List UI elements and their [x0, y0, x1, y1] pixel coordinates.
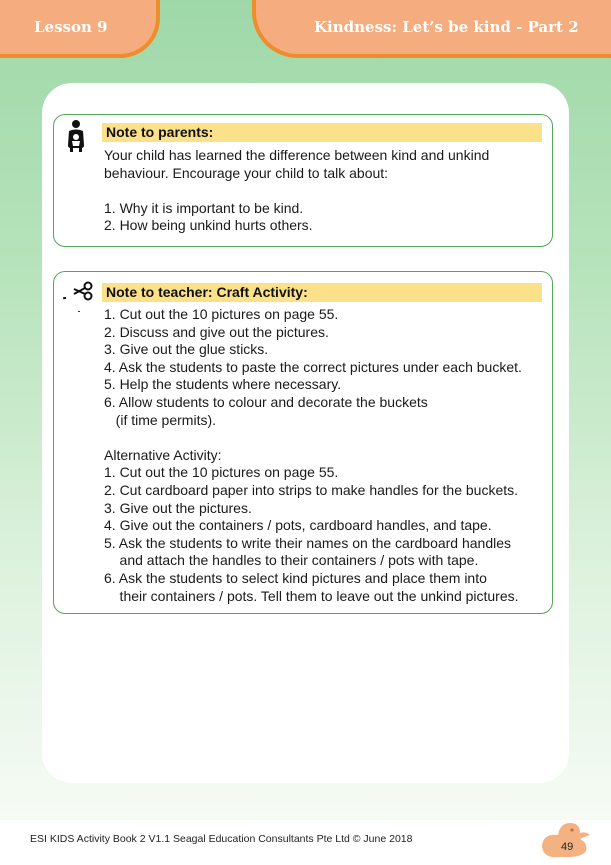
title-tab: [252, 0, 611, 58]
body-line: Your child has learned the difference between kind and unkind: [104, 147, 490, 163]
footer-copyright: ESI KIDS Activity Book 2 V1.1 Seagal Education Consultants Pte Ltd © June 2018: [30, 833, 413, 845]
body-line: behaviour. Encourage your child to talk about:: [104, 164, 389, 181]
lesson-label: Lesson 9: [34, 18, 108, 36]
scissors-icon: [62, 280, 96, 314]
body-line: 4. Ask the students to paste the correct pictures under each bucket.: [104, 358, 522, 375]
body-line: 4. Give out the containers / pots, cardboard handles, and tape.: [104, 517, 492, 534]
body-line: and attach the handles to their containers / pots with tape.: [104, 552, 479, 569]
body-line: [104, 182, 544, 200]
parents-note-body: [104, 147, 544, 235]
body-line: [104, 429, 544, 447]
parent-child-icon: [62, 119, 96, 153]
body-line: 5. Ask the students to write their names on the cardboard handles: [104, 534, 512, 551]
body-line: 1. Why it is important to be kind.: [104, 199, 304, 216]
body-line: 2. How being unkind hurts others.: [104, 217, 313, 234]
body-line: Alternative Activity:: [104, 446, 222, 463]
teacher-note-title: Note to teacher: Craft Activity:: [102, 283, 542, 302]
body-line: 1. Cut out the 10 pictures on page 55.: [104, 306, 339, 322]
teacher-note-box: [53, 271, 553, 614]
lesson-tab: [0, 0, 160, 58]
body-line: 2. Discuss and give out the pictures.: [104, 323, 329, 340]
teacher-note-body: [104, 306, 544, 605]
parents-note-box: [53, 114, 553, 247]
parents-note-title: Note to parents:: [102, 123, 542, 142]
lesson-title: Kindness: Let’s be kind - Part 2: [314, 18, 579, 36]
body-line: 3. Give out the pictures.: [104, 499, 252, 516]
body-line: 1. Cut out the 10 pictures on page 55.: [104, 464, 339, 481]
body-line: 5. Help the students where necessary.: [104, 376, 342, 393]
body-line: 6. Allow students to colour and decorate the buckets: [104, 393, 428, 410]
body-line: 3. Give out the glue sticks.: [104, 341, 269, 358]
body-line: their containers / pots. Tell them to leave out the unkind pictures.: [104, 587, 519, 604]
page-number: 49: [561, 841, 574, 853]
body-line: 2. Cut cardboard paper into strips to make handles for the buckets.: [104, 481, 519, 498]
body-line: (if time permits).: [104, 411, 217, 428]
body-line: 6. Ask the students to select kind pictures and place them into: [104, 569, 487, 586]
